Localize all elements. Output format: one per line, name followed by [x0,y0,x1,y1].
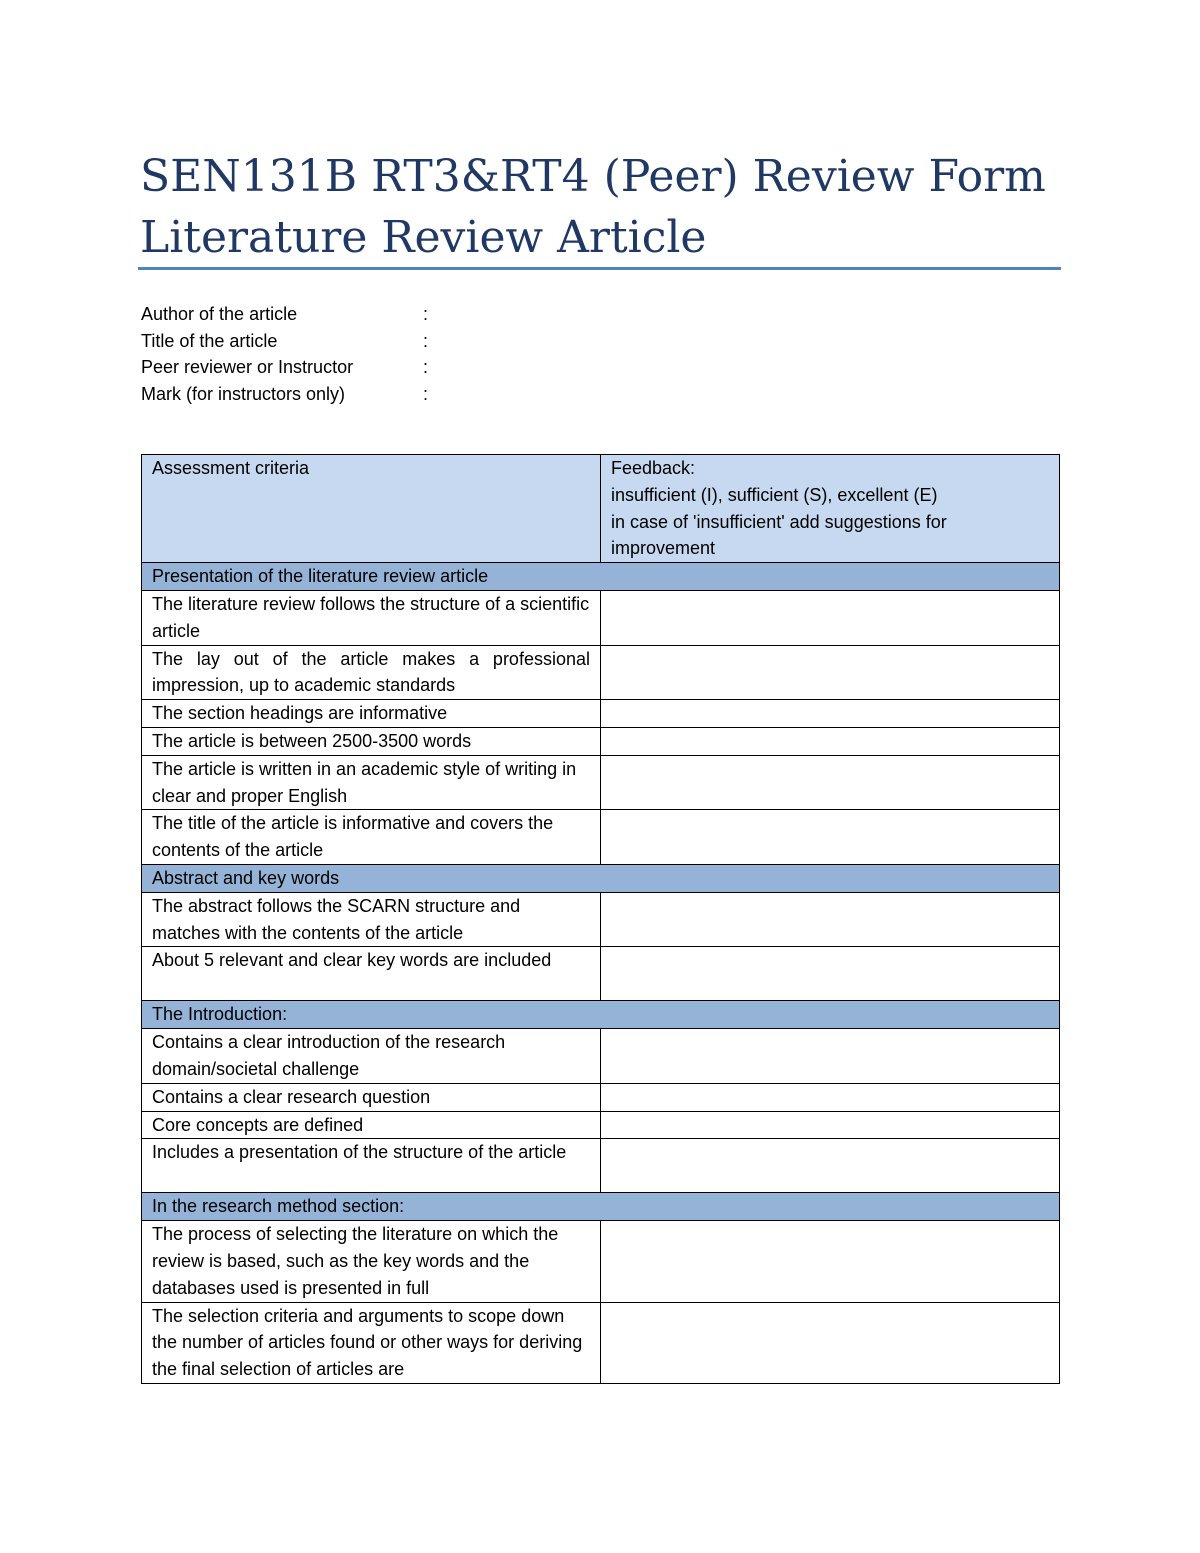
title-field-label: Title of the article [141,330,278,351]
feedback-cell[interactable] [601,755,1060,810]
feedback-cell[interactable] [601,1111,1060,1139]
feedback-header-line: in case of 'insufficient' add suggestions for improvement [611,511,947,559]
feedback-cell[interactable] [601,700,1060,728]
title-field-colon: : [423,330,429,351]
criterion-cell: Contains a clear research question [142,1083,601,1111]
table-row [142,1221,1060,1302]
section-header-research-method [142,1193,1060,1221]
document-title-line-2: Literature Review Article [140,212,707,263]
table-row [142,1111,1060,1139]
table-row [142,892,1060,947]
table-row [142,700,1060,728]
section-title: The Introduction: [142,1001,1060,1029]
document-title-line-1: SEN131B RT3&RT4 (Peer) Review Form [140,151,1046,202]
feedback-header [601,455,1060,563]
reviewer-field-colon: : [423,357,429,377]
section-title: In the research method section: [142,1193,1060,1221]
mark-field-label: Mark (for instructors only) [141,383,346,404]
feedback-cell[interactable] [601,1221,1060,1302]
criterion-cell: The title of the article is informative and covers the contents of the article [142,810,601,865]
article-info-fields [141,301,428,407]
criterion-cell: The process of selecting the literature on which the review is based, such as the key words and the databases used is presented in full [142,1221,601,1302]
table-row [142,755,1060,810]
section-title: Presentation of the literature review article [142,563,1060,591]
criterion-cell: The article is written in an academic style of writing in clear and proper English [142,755,601,810]
criterion-cell: About 5 relevant and clear key words are included [142,947,601,1001]
section-header-abstract [142,864,1060,892]
reviewer-field[interactable] [141,354,428,381]
criterion-cell: The section headings are informative [142,700,601,728]
criterion-cell: Includes a presentation of the structure of the article [142,1139,601,1193]
criterion-cell: Core concepts are defined [142,1111,601,1139]
table-row [142,1139,1060,1193]
title-field[interactable] [141,328,428,355]
table-row [142,1029,1060,1084]
feedback-header-line: insufficient (I), sufficient (S), excellent (E) [611,484,938,505]
author-field[interactable] [141,301,428,328]
section-title: Abstract and key words [142,864,1060,892]
feedback-cell[interactable] [601,1083,1060,1111]
criterion-cell: The selection criteria and arguments to scope down the number of articles found or other ways for deriving the final selection of articles are [142,1302,601,1383]
table-header-row [142,455,1060,563]
table-row [142,1302,1060,1383]
document-title [140,146,1080,268]
feedback-cell[interactable] [601,1302,1060,1383]
section-header-introduction [142,1001,1060,1029]
feedback-header-line: Feedback: [611,458,696,478]
feedback-cell[interactable] [601,645,1060,700]
feedback-cell[interactable] [601,947,1060,1001]
author-field-label: Author of the article [141,304,298,324]
table-row [142,947,1060,1001]
table-row [142,727,1060,755]
review-form-table [141,454,1060,1384]
table-row [142,810,1060,865]
mark-field[interactable] [141,381,428,408]
title-underline-rule [138,267,1061,270]
feedback-cell[interactable] [601,892,1060,947]
table-row [142,590,1060,645]
criterion-cell: The literature review follows the structure of a scientific article [142,590,601,645]
criterion-cell: The abstract follows the SCARN structure and matches with the contents of the article [142,892,601,947]
feedback-cell[interactable] [601,810,1060,865]
author-field-colon: : [423,304,429,324]
feedback-cell[interactable] [601,727,1060,755]
section-header-presentation [142,563,1060,591]
criterion-cell: Contains a clear introduction of the research domain/societal challenge [142,1029,601,1084]
table-row [142,1083,1060,1111]
table-row [142,645,1060,700]
assessment-criteria-header: Assessment criteria [142,455,601,563]
feedback-cell[interactable] [601,1139,1060,1193]
criterion-cell: The article is between 2500-3500 words [142,727,601,755]
feedback-cell[interactable] [601,1029,1060,1084]
mark-field-colon: : [423,383,429,404]
criterion-cell: The lay out of the article makes a professional impression, up to academic standards [142,645,601,700]
reviewer-field-label: Peer reviewer or Instructor [141,357,354,377]
feedback-cell[interactable] [601,590,1060,645]
